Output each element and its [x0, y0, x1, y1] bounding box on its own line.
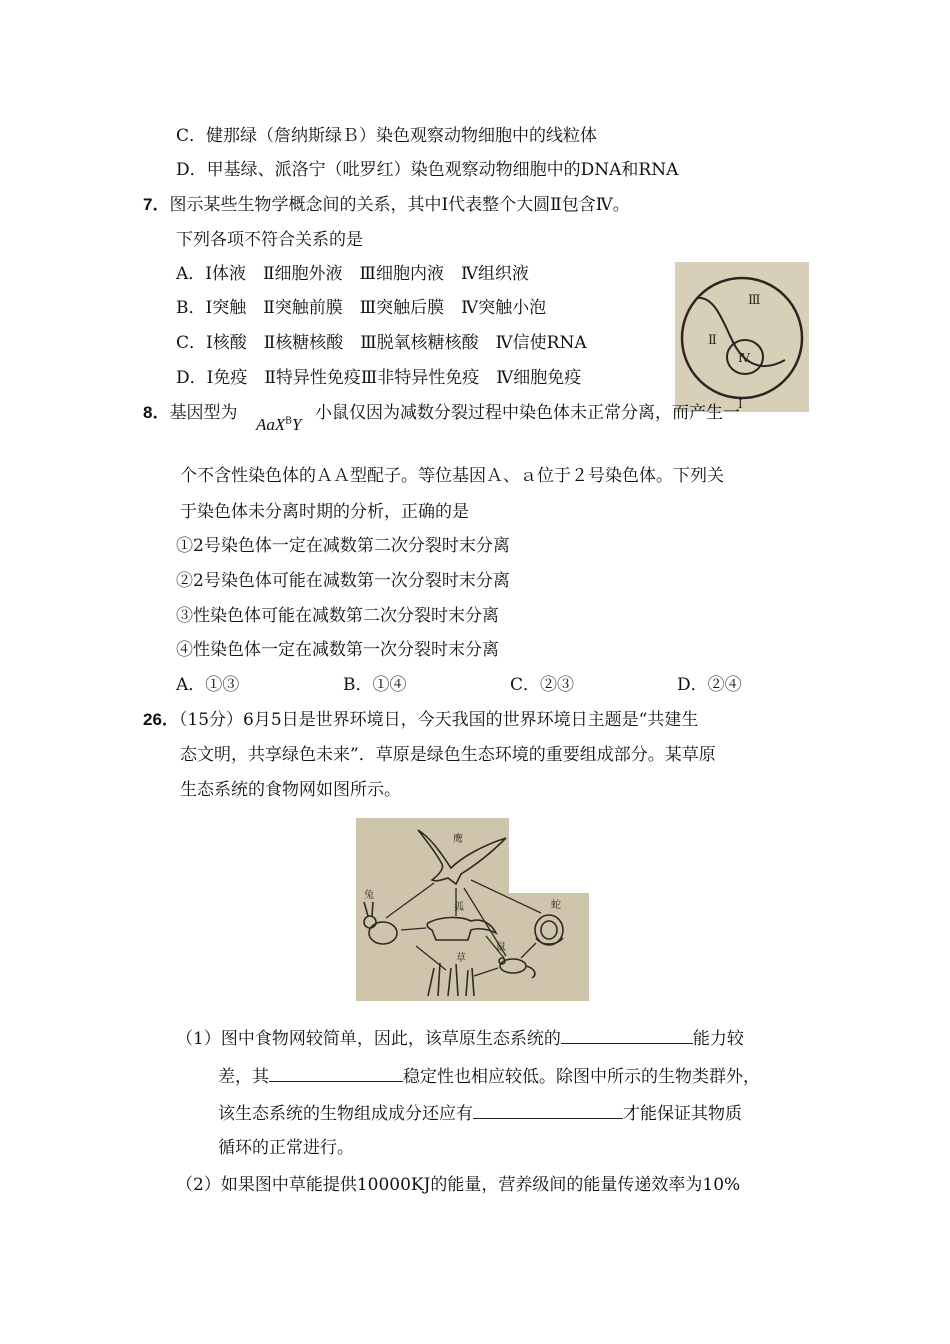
q8-genotype-end: Y	[291, 415, 302, 434]
q7-number: 7．	[143, 195, 170, 214]
q8-stem-line2: 个不含性染色体的ＡＡ型配子。等位基因Ａ、ａ位于２号染色体。下列关	[180, 466, 724, 486]
q7-stem-line2: 下列各项不符合关系的是	[176, 230, 363, 250]
q26-part1-line3	[218, 1100, 742, 1126]
q7-label-i: Ⅰ	[738, 397, 743, 411]
q7-stem	[143, 193, 630, 217]
q8-statement-4: ④性染色体一定在减数第一次分裂时末分离	[176, 640, 499, 660]
q7-option-c: C．Ⅰ核酸 Ⅱ核糖核酸 Ⅲ脱氧核糖核酸 Ⅳ信使RNA	[176, 333, 587, 353]
grass-label: 草	[456, 953, 466, 964]
q26-part1-a: （1）图中食物网较简单，因此，该草原生态系统的	[176, 1029, 561, 1049]
q6-option-d: D．甲基绿、派洛宁（吡罗红）染色观察动物细胞中的DNA和RNA	[176, 160, 679, 180]
q26-stem-line2: 态文明，共享绿色未来”．草原是绿色生态环境的重要组成部分。某草原	[180, 745, 716, 765]
q8-option-a: A．①③	[176, 675, 240, 695]
q8-statement-2: ②2号染色体可能在减数第一次分裂时末分离	[176, 571, 510, 591]
q26-part1-line1	[176, 1025, 744, 1051]
q7-label-iv: Ⅳ	[738, 351, 750, 365]
q26-part1-c: 差，其	[218, 1067, 269, 1087]
q7-option-d: D．Ⅰ免疫 Ⅱ特异性免疫Ⅲ非特异性免疫 Ⅳ细胞免疫	[176, 368, 582, 388]
q26-part1-line4: 循环的正常进行。	[218, 1138, 354, 1158]
food-web-figure	[356, 818, 589, 1001]
snake-label: 蛇	[551, 900, 561, 911]
q7-label-iii: Ⅲ	[748, 293, 761, 308]
blank-3[interactable]	[473, 1100, 623, 1119]
q7-label-ii: Ⅱ	[708, 333, 717, 348]
q8-stem-line3: 于染色体未分离时期的分析，正确的是	[180, 502, 469, 522]
q8-genotype	[256, 415, 301, 435]
q8-stem-a: 基因型为	[169, 403, 238, 423]
q8-stem-b: 小鼠仅因为减数分裂过程中染色体未正常分离，而产生一	[315, 403, 740, 423]
q26-stem-line3: 生态系统的食物网如图所示。	[180, 780, 401, 800]
q26-part1-d: 稳定性也相应较低。除图中所示的生物类群外，	[403, 1067, 760, 1087]
q8-option-c: C．②③	[510, 675, 575, 695]
q8-statement-1: ①2号染色体一定在减数第二次分裂时末分离	[176, 536, 510, 556]
blank-1[interactable]	[561, 1025, 693, 1044]
q8-option-b: B．①④	[343, 675, 407, 695]
mouse-label: 鼠	[496, 942, 506, 953]
blank-2[interactable]	[269, 1063, 403, 1082]
q6-option-c: C．健那绿（詹纳斯绿Ｂ）染色观察动物细胞中的线粒体	[176, 126, 598, 146]
q26-part1-f: 才能保证其物质	[623, 1104, 742, 1124]
q26-part2-line1: （2）如果图中草能提供10000KJ的能量，营养级间的能量传递效率为10%	[176, 1175, 741, 1195]
q26-number: 26．	[143, 710, 179, 729]
eagle-label: 鹰	[453, 834, 463, 845]
q7-option-b: B．Ⅰ突触 Ⅱ突触前膜 Ⅲ突触后膜 Ⅳ突触小泡	[176, 298, 547, 318]
q26-stem	[143, 708, 698, 732]
q8-number: 8．	[143, 403, 170, 422]
q7-option-a: A．Ⅰ体液 Ⅱ细胞外液 Ⅲ细胞内液 Ⅳ组织液	[176, 264, 529, 284]
q26-stem-text: （15分）6月5日是世界环境日，今天我国的世界环境日主题是“共建生	[178, 710, 699, 730]
q7-stem-text: 图示某些生物学概念间的关系，其中Ⅰ代表整个大圆Ⅱ包含Ⅳ。	[169, 195, 630, 215]
rabbit-label: 兔	[364, 890, 374, 901]
q8-statement-3: ③性染色体可能在减数第二次分裂时末分离	[176, 606, 499, 626]
q26-part1-b: 能力较	[692, 1029, 744, 1049]
q8-genotype-base: AaX	[256, 415, 286, 434]
q26-part1-line2	[218, 1063, 760, 1089]
q8-option-d: D．②④	[677, 675, 742, 695]
q8-stem	[143, 401, 237, 425]
fox-label: 狐	[454, 902, 464, 913]
q8-genotype-sup: B	[285, 415, 292, 427]
q7-concept-diagram	[675, 262, 809, 412]
q26-part1-e: 该生态系统的生物组成成分还应有	[218, 1104, 473, 1124]
